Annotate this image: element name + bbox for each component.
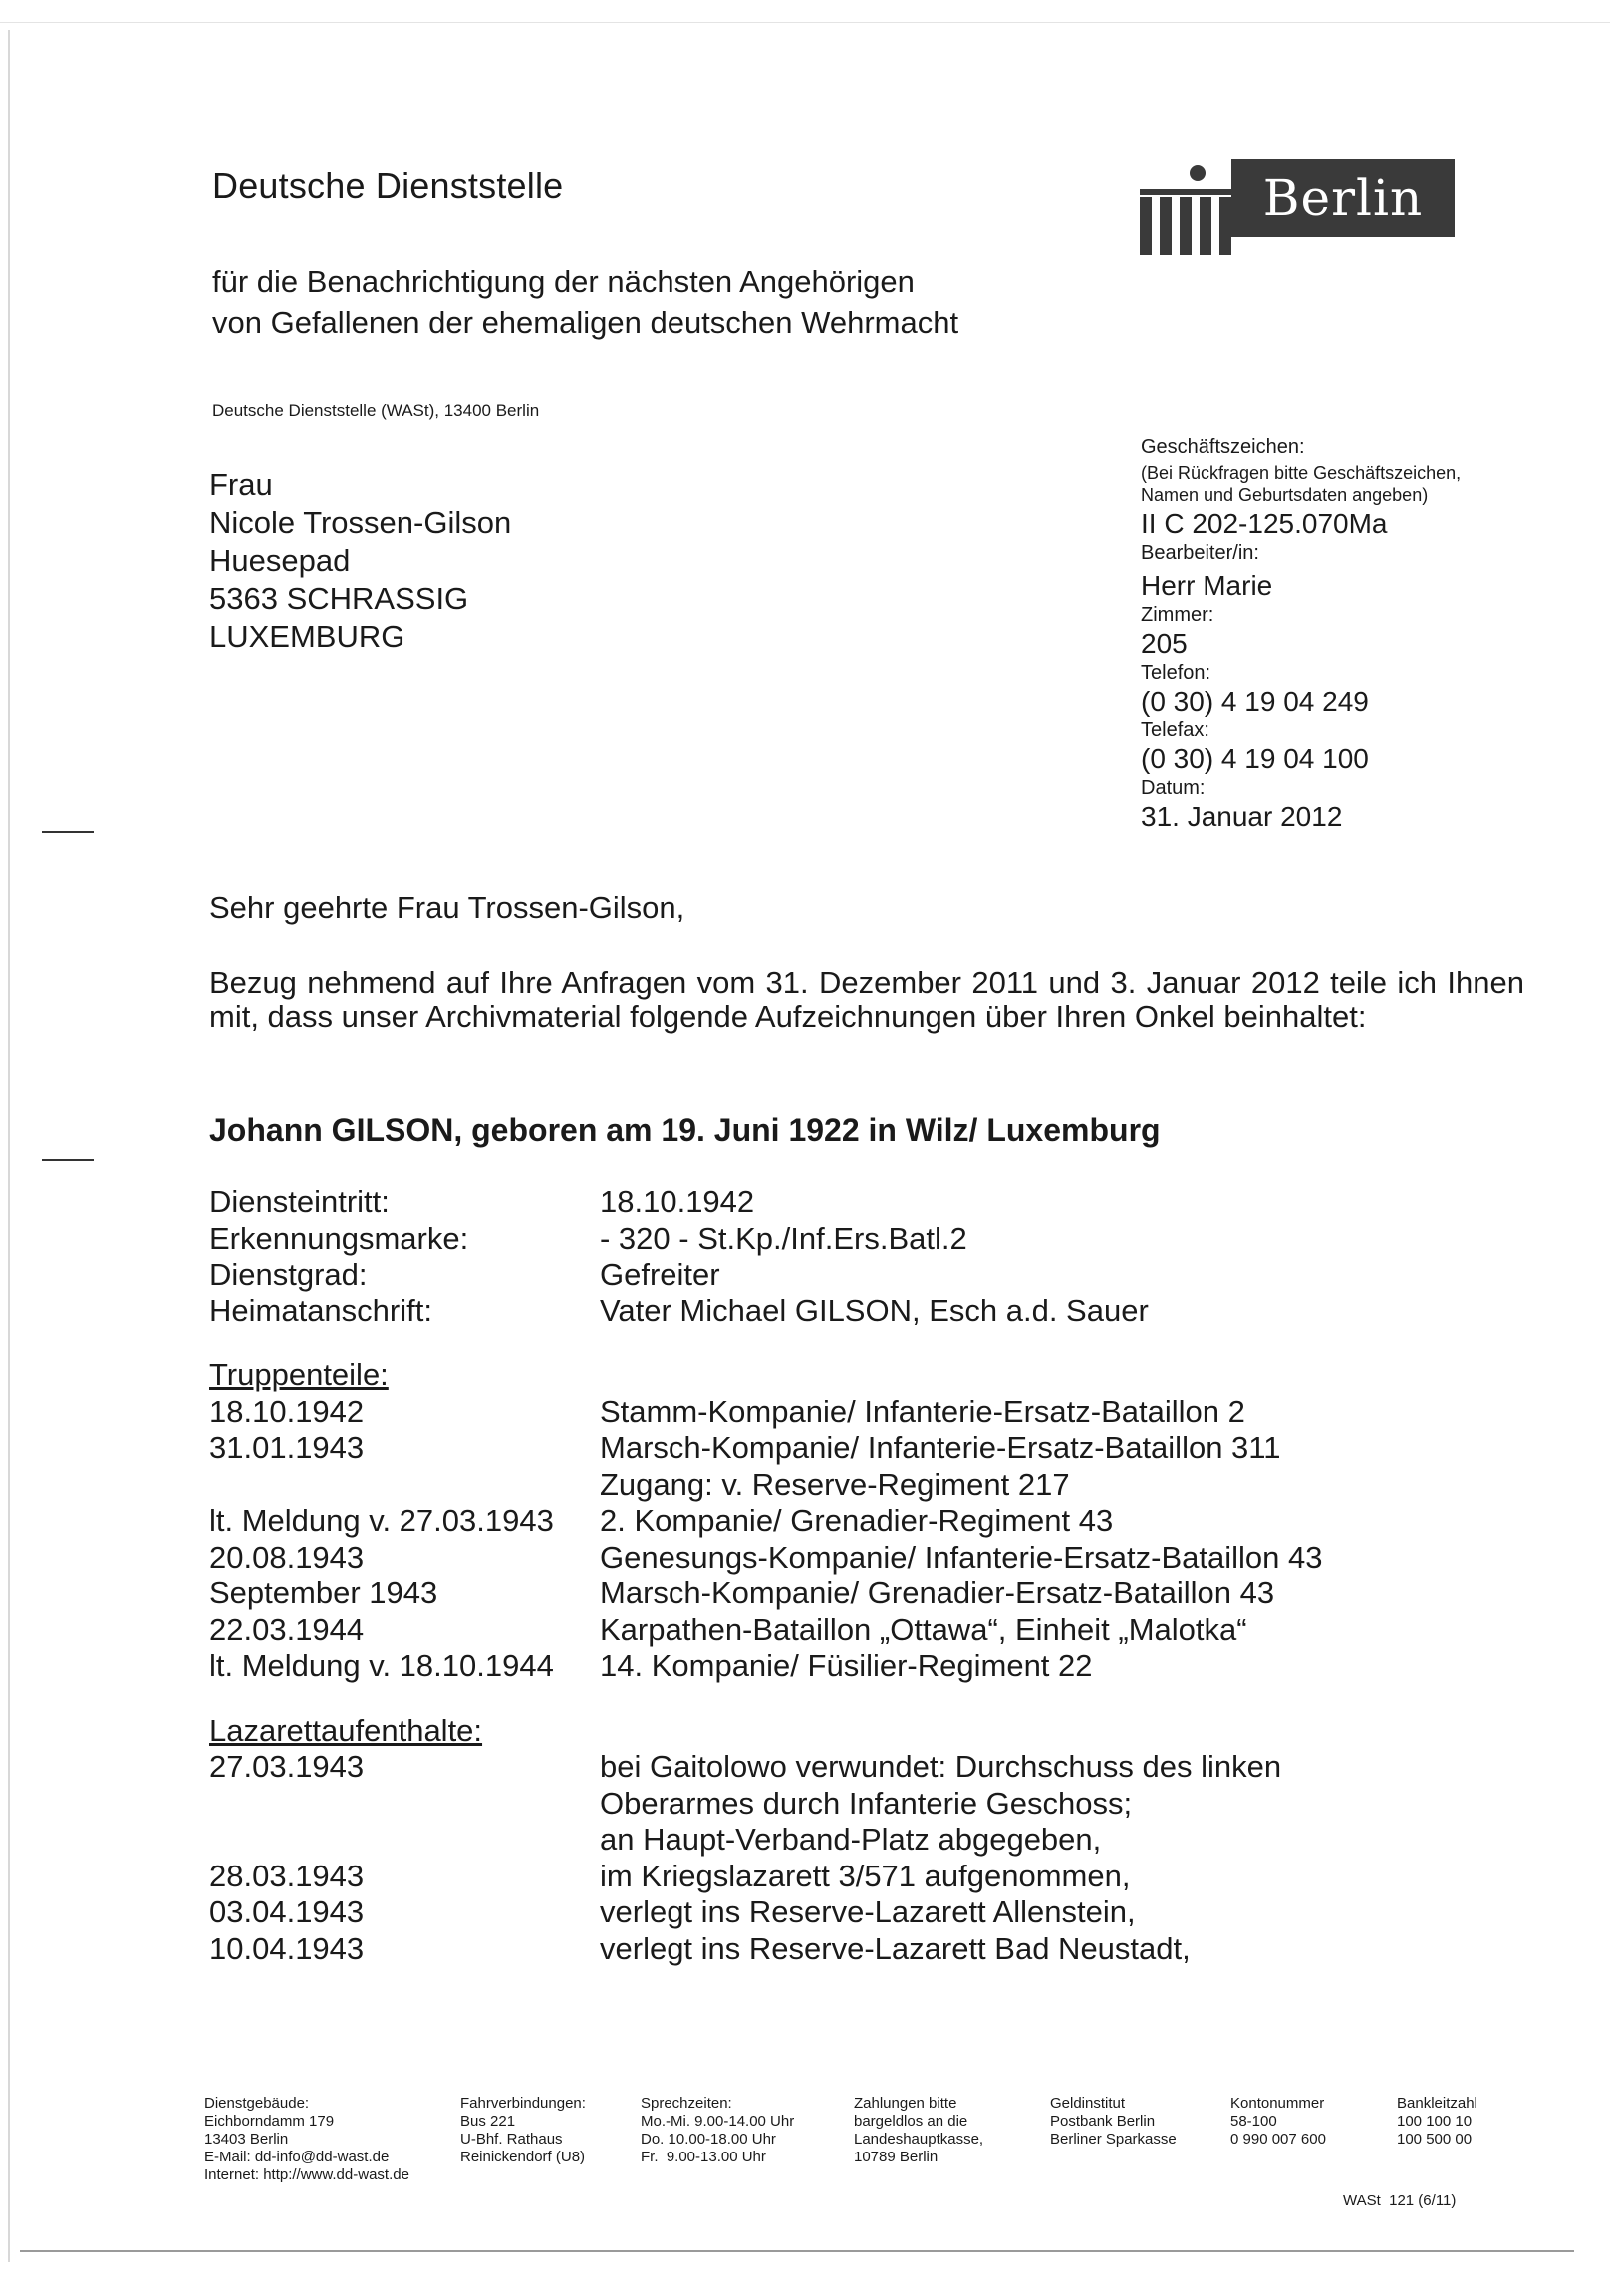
unit-row — [209, 1576, 1534, 1612]
hospital-text: bei Gaitolowo verwundet: Durchschuss des linken — [600, 1749, 1282, 1784]
footer-payment: Zahlungen bitte bargeldlos an die Landeshauptkasse, 10789 Berlin — [854, 2095, 984, 2165]
page-edge — [8, 30, 10, 2262]
hospital-date: 27.03.1943 — [209, 1749, 365, 1784]
room-value: 205 — [1141, 628, 1188, 659]
page-edge — [20, 2250, 1574, 2252]
logo-box — [1231, 159, 1455, 237]
clerk-value: Herr Marie — [1141, 570, 1273, 601]
logo-bar-icon — [1140, 197, 1152, 255]
hospital-date: 28.03.1943 — [209, 1858, 365, 1893]
footer-bank: Geldinstitut Postbank Berlin Berliner Sparkasse — [1050, 2095, 1177, 2148]
unit-row — [209, 1503, 1534, 1540]
hospital-text: an Haupt-Verband-Platz abgegeben, — [600, 1822, 1102, 1857]
form-number: WASt 121 (6/11) — [1343, 2192, 1457, 2209]
unit-date: lt. Meldung v. 27.03.1943 — [209, 1503, 554, 1538]
hospital-row — [209, 1931, 1534, 1968]
organization-subtitle — [212, 261, 958, 343]
hospital-date: 10.04.1943 — [209, 1930, 365, 1966]
logo-bar-icon — [1180, 197, 1192, 255]
reference-note: (Bei Rückfragen bitte Geschäftszeichen, Namen und Geburtsdaten angeben) — [1141, 463, 1462, 505]
detail-label: Dienstgrad: — [209, 1257, 368, 1292]
detail-value: Gefreiter — [600, 1257, 720, 1292]
logo-bar-icon — [1140, 189, 1231, 195]
date-value: 31. Januar 2012 — [1141, 801, 1343, 832]
hospital-date: 03.04.1943 — [209, 1894, 365, 1929]
fold-mark — [42, 1159, 94, 1161]
organization-name: Deutsche Dienststelle — [212, 165, 564, 206]
fax-label: Telefax: — [1141, 719, 1209, 741]
detail-label: Diensteintritt: — [209, 1184, 390, 1219]
unit-text: Zugang: v. Reserve-Regiment 217 — [600, 1466, 1070, 1502]
hospital-text: verlegt ins Reserve-Lazarett Allenstein, — [600, 1894, 1136, 1929]
unit-row — [209, 1648, 1534, 1685]
unit-text: Genesungs-Kompanie/ Infanterie-Ersatz-Bataillon 43 — [600, 1539, 1323, 1575]
hospital-text: Oberarmes durch Infanterie Geschoss; — [600, 1785, 1133, 1821]
page-edge — [0, 22, 1610, 23]
reference-value: II C 202-125.070Ma — [1141, 508, 1388, 539]
section-heading-units: Truppenteile: — [209, 1357, 389, 1392]
subject-line: Johann GILSON, geboren am 19. Juni 1922 in Wilz/ Luxemburg — [209, 1112, 1161, 1148]
footer-transport: Fahrverbindungen: Bus 221 U-Bhf. Rathaus Reinickendorf (U8) — [460, 2095, 586, 2165]
recipient-line: Huesepad — [209, 543, 351, 578]
detail-row — [209, 1221, 1534, 1258]
unit-text: Marsch-Kompanie/ Infanterie-Ersatz-Bataillon 311 — [600, 1430, 1281, 1465]
detail-value: 18.10.1942 — [600, 1184, 755, 1219]
detail-label: Heimatanschrift: — [209, 1292, 432, 1328]
unit-row — [209, 1394, 1534, 1431]
unit-date: 22.03.1944 — [209, 1611, 365, 1647]
unit-row — [209, 1612, 1534, 1649]
recipient-line: 5363 SCHRASSIG — [209, 581, 469, 616]
phone-value: (0 30) 4 19 04 249 — [1141, 686, 1369, 717]
hospital-text: im Kriegslazarett 3/571 aufgenommen, — [600, 1858, 1131, 1893]
unit-row — [209, 1540, 1534, 1577]
hospital-row — [209, 1859, 1534, 1895]
detail-label: Erkennungsmarke: — [209, 1220, 469, 1256]
unit-text: Stamm-Kompanie/ Infanterie-Ersatz-Bataillon 2 — [600, 1393, 1245, 1429]
hospital-row — [209, 1822, 1534, 1859]
recipient-line: Frau — [209, 467, 273, 502]
unit-text: Marsch-Kompanie/ Grenadier-Ersatz-Bataillon 43 — [600, 1576, 1275, 1610]
salutation: Sehr geehrte Frau Trossen-Gilson, — [209, 890, 685, 925]
hospital-row — [209, 1749, 1534, 1786]
detail-row — [209, 1184, 1534, 1221]
clerk-label: Bearbeiter/in: — [1141, 542, 1259, 564]
intro-paragraph: Bezug nehmend auf Ihre Anfragen vom 31. Dezember 2011 und 3. Januar 2012 teile ich Ihnen mit, dass unser Archivmaterial folgende Aufzeichnungen über Ihren Onkel beinhaltet: — [209, 965, 1524, 1034]
record-details — [209, 1184, 1534, 1967]
room-label: Zimmer: — [1141, 604, 1214, 626]
fax-value: (0 30) 4 19 04 100 — [1141, 743, 1369, 774]
fold-mark — [42, 831, 94, 833]
unit-date: September 1943 — [209, 1576, 438, 1610]
berlin-logo — [1140, 157, 1455, 261]
unit-text: 14. Kompanie/ Füsilier-Regiment 22 — [600, 1648, 1093, 1683]
logo-bar-icon — [1200, 197, 1211, 255]
footer-hours: Sprechzeiten: Mo.-Mi. 9.00-14.00 Uhr Do. 10.00-18.00 Uhr Fr. 9.00-13.00 Uhr — [641, 2095, 795, 2165]
reference-block — [1141, 436, 1519, 835]
logo-bar-icon — [1160, 197, 1172, 255]
hospital-row — [209, 1894, 1534, 1931]
unit-date: 31.01.1943 — [209, 1430, 365, 1465]
detail-row — [209, 1293, 1534, 1330]
footer-account: Kontonummer 58-100 0 990 007 600 — [1230, 2095, 1326, 2148]
detail-value: Vater Michael GILSON, Esch a.d. Sauer — [600, 1292, 1149, 1328]
subtitle-line: für die Benachrichtigung der nächsten Angehörigen — [212, 264, 915, 299]
hospital-text: verlegt ins Reserve-Lazarett Bad Neustadt, — [600, 1930, 1191, 1966]
detail-value: - 320 - St.Kp./Inf.Ers.Batl.2 — [600, 1220, 967, 1256]
footer-building: Dienstgebäude: Eichborndamm 179 13403 Berlin E-Mail: dd-info@dd-wast.de Internet: http://www.dd-wast.de — [204, 2095, 409, 2183]
email-link[interactable]: E-Mail: dd-info@dd-wast.de — [204, 2149, 390, 2165]
unit-text: Karpathen-Bataillon „Ottawa“, Einheit „Malotka“ — [600, 1611, 1247, 1647]
website-link[interactable]: Internet: http://www.dd-wast.de — [204, 2166, 409, 2183]
recipient-address — [209, 466, 511, 656]
unit-row — [209, 1430, 1534, 1467]
recipient-line: LUXEMBURG — [209, 619, 405, 654]
reference-label: Geschäftszeichen: — [1141, 436, 1305, 458]
unit-date: 18.10.1942 — [209, 1393, 365, 1429]
phone-label: Telefon: — [1141, 662, 1211, 684]
hospital-row — [209, 1786, 1534, 1823]
unit-date: lt. Meldung v. 18.10.1944 — [209, 1648, 554, 1683]
section-heading-hospital: Lazarettaufenthalte: — [209, 1712, 483, 1748]
unit-text: 2. Kompanie/ Grenadier-Regiment 43 — [600, 1503, 1114, 1538]
logo-text: Berlin — [1262, 169, 1424, 227]
detail-row — [209, 1257, 1534, 1293]
logo-dot-icon — [1190, 165, 1206, 181]
unit-row — [209, 1467, 1534, 1504]
unit-date: 20.08.1943 — [209, 1539, 365, 1575]
recipient-line: Nicole Trossen-Gilson — [209, 505, 512, 540]
sender-address-line: Deutsche Dienststelle (WASt), 13400 Berlin — [212, 401, 540, 420]
logo-bar-icon — [1219, 197, 1231, 255]
subtitle-line: von Gefallenen der ehemaligen deutschen Wehrmacht — [212, 305, 959, 340]
footer-sort-code: Bankleitzahl 100 100 10 100 500 00 — [1397, 2095, 1477, 2148]
date-label: Datum: — [1141, 777, 1206, 799]
